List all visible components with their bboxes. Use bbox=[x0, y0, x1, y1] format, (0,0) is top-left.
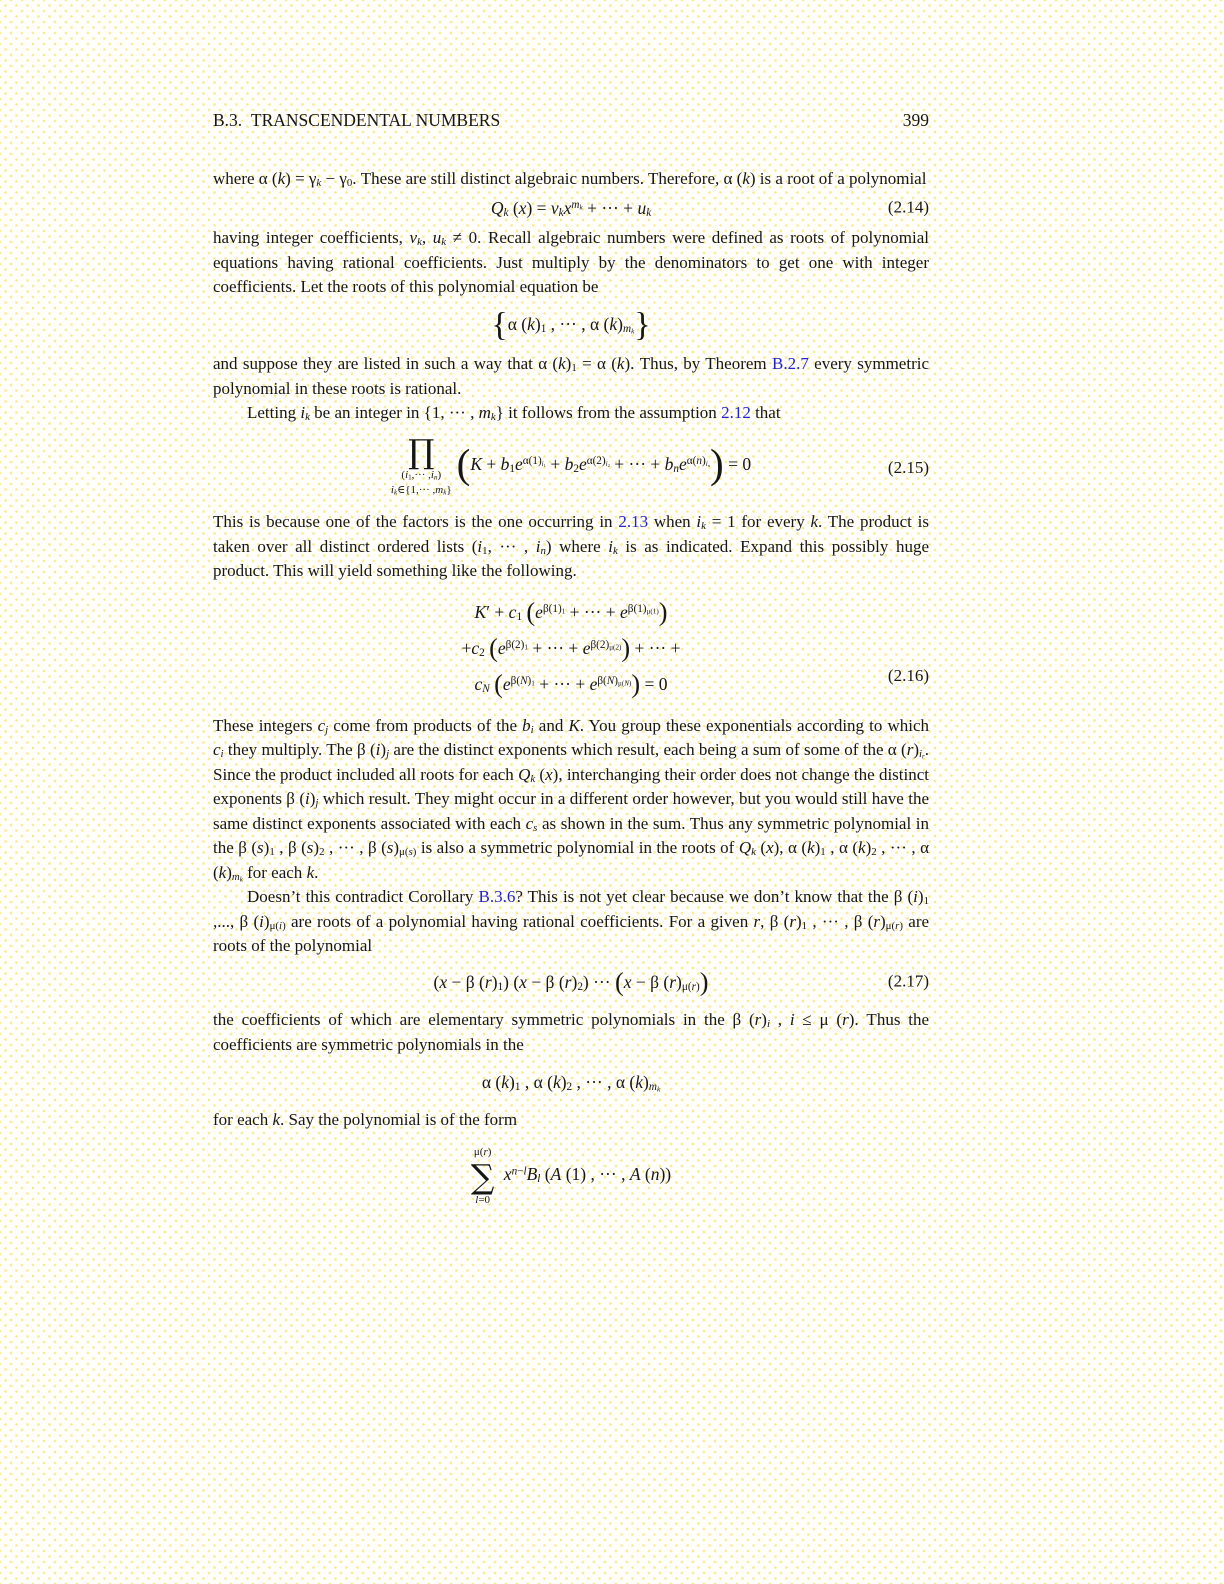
crossref-link-b-3-6[interactable]: B.3.6 bbox=[478, 887, 516, 906]
display-alpha-list bbox=[213, 1071, 929, 1095]
equation-number: (2.15) bbox=[887, 457, 929, 477]
equation-2-15 bbox=[213, 431, 929, 497]
equation-body: (x − β $(r)_1$) (x − β $(r)_2$) ··· (x − β $(r)_{\mu(r)}$) bbox=[433, 967, 709, 997]
equation-body: $Q_k$ $(x) = v_kx^{m_k}$ + ··· + $u_k$ bbox=[490, 197, 652, 219]
paragraph-factors: This is because one of the factors is the one occurring in 2.13 when $i_k = 1$ for every k. The product is taken over all distinct ordered lists ($i_1$, ··· , $i_n$) where $i_k$ is as indicated. Expand this possibly huge product. This will yield something like the following. bbox=[213, 512, 929, 580]
equation-body: {α $(k)_1$ , ··· , α $(k)_{m_k}$} bbox=[491, 306, 651, 344]
equation-number: (2.14) bbox=[887, 197, 929, 217]
equation-number: (2.17) bbox=[887, 971, 929, 991]
equation-number: (2.16) bbox=[887, 665, 929, 685]
equation-line-2: $+c_2$ ($e^{\beta(2)_1}$ + ··· + $e^{\beta(2)_{\mu(2)}}$) + ··· + bbox=[461, 633, 681, 663]
crossref-link-2-12[interactable]: 2.12 bbox=[721, 403, 751, 423]
paragraph-exponent-grouping: These integers $c_j$ come from products of the $b_i$ and K. You group these exponentials according to which $c_i$ they multiply. The β $(i)_j$ are the distinct exponents which result, each being a sum of some of the α $(r)_{i_r}$. Since the product included all roots for each $Q_k$ (x), interchanging their order does not change the distinct exponents β $(i)_j$ which result. They might occur in a different order however, but you would still have the same distinct exponents associated with each $c_s$ as shown in the sum. Thus any symmetric polynomial in the β $(s)_1$ , β $(s)_2$ , ··· , β $(s)_{\mu(s)}$ is also a symmetric polynomial in the roots of $Q_k$ (x), α $(k)_1$ , α $(k)_2$ , ··· , α $(k)_{m_k}$ for each k. bbox=[213, 715, 930, 884]
equation-2-14 bbox=[213, 197, 929, 221]
display-sum-polynomial bbox=[213, 1145, 929, 1207]
paragraph-roots-listed: and suppose they are listed in such a way that α $(k)_1 = \alpha$ (k). Thus, by Theorem B.2.7 every symmetric polynomial in these roots is rational. bbox=[213, 354, 929, 398]
equation-2-17 bbox=[213, 967, 929, 997]
paragraph-letting-ik: Letting $i_k$ be an integer in {1, ··· , $m_k$} it follows from the assumption 2.12 that bbox=[247, 403, 781, 424]
paragraph-symmetric-coefficients: the coefficients of which are elementary symmetric polynomials in the β $(r)_i$ , i ≤ μ (r). Thus the coefficients are symmetric polynomials in the bbox=[213, 1010, 930, 1054]
display-root-set bbox=[213, 306, 929, 344]
equation-body: α $(k)_1$ , α $(k)_2$ , ··· , α $(k)_{m_k}$ bbox=[481, 1072, 661, 1094]
equation-line-1: $K' + c_1$ ($e^{\beta(1)_1}$ + ··· + $e^{\beta(1)_{\mu(1)}}$) bbox=[474, 597, 668, 627]
section-title: B.3. TRANSCENDENTAL NUMBERS bbox=[213, 110, 501, 130]
paragraph-polynomial-form: for each k. Say the polynomial is of the form bbox=[213, 1109, 518, 1129]
equation-body: μ(r) ∑ l=0 $x^{n-l}B_l$ (A (1) , ··· , A (n)) bbox=[470, 1146, 672, 1207]
crossref-link-b-2-7[interactable]: B.2.7 bbox=[771, 354, 809, 374]
equation-line-3: $c_N$ ($e^{\beta(N)_1}$ + ··· + $e^{\beta(N)_{\mu(N)}}) = 0$ bbox=[474, 669, 668, 699]
text-column bbox=[213, 0, 929, 1208]
page-number: 399 bbox=[902, 110, 929, 130]
paragraph-alpha-root: where α $(k) = \gamma_k - \gamma_0$. These are still distinct algebraic numbers. Therefore, α (k) is a root of a polynomial bbox=[213, 169, 927, 190]
paragraph-integer-coefficients: having integer coefficients, $v_k$, $u_k \ne 0$. Recall algebraic numbers were defined as roots of polynomial equations having rational coefficients. Just multiply by the denominators to get one with integer coefficients. Let the roots of this polynomial equation be bbox=[213, 228, 929, 297]
crossref-link-2-13[interactable]: 2.13 bbox=[618, 512, 649, 531]
equation-2-16 bbox=[213, 598, 929, 698]
equation-body: ∏ $(i_1,\cdot\cdot\cdot ,i_n)$ $i_k\in\{1,\cdot\cdot\cdot ,m_k\}$ ($K + b_1e^{\alpha(1)_{i_1}} + b_2e^{\alpha(2)_{i_2}}$ + ··· + $b_ne^{\alpha(n)_{i_n}}) = 0$ bbox=[390, 431, 752, 497]
page-header bbox=[213, 110, 929, 131]
paragraph-contradiction: Doesn’t this contradict Corollary B.3.6? This is not yet clear because we don’t know that the β $(i)_1$ ,..., β $(i)_{\mu(i)}$ are roots of a polynomial having rational coefficients. For a given r, β $(r)_1$ , ··· , β $(r)_{\mu(r)}$ are roots of the polynomial bbox=[213, 887, 930, 955]
